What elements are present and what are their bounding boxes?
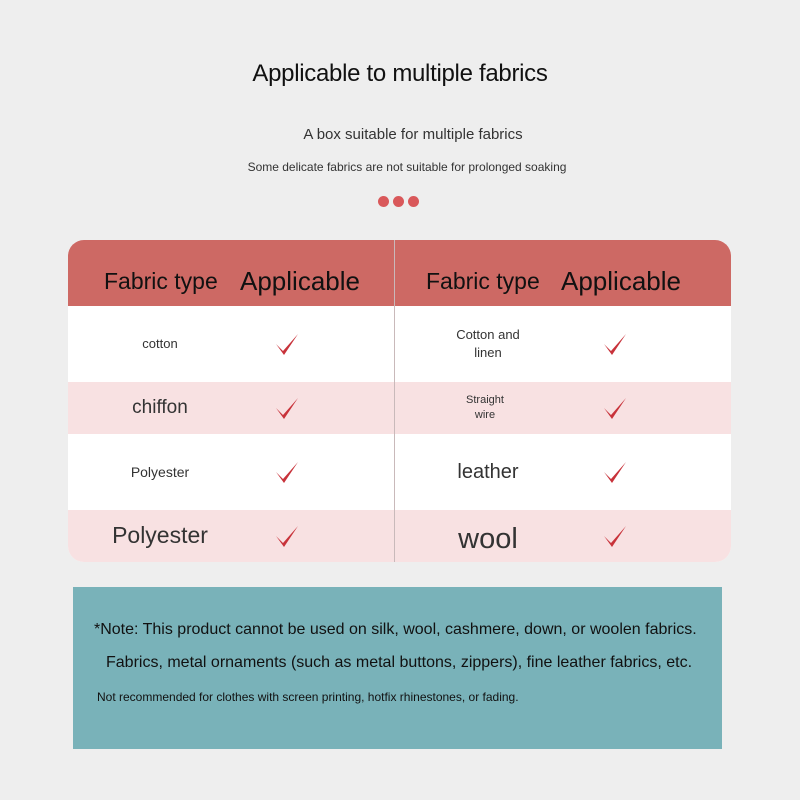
checkmark-icon <box>272 329 302 359</box>
fabric-name-left: chiffon <box>132 397 188 419</box>
fabric-table <box>68 240 731 562</box>
table-row <box>68 510 731 562</box>
checkmark-icon <box>600 393 630 423</box>
fabric-name-left: Polyester <box>112 522 208 549</box>
column-header-applicable-right: Applicable <box>561 266 681 296</box>
dot-icon <box>393 196 404 207</box>
table-row <box>68 306 731 382</box>
table-row <box>68 382 731 434</box>
checkmark-icon <box>600 329 630 359</box>
fabric-name-right: leather <box>457 460 519 483</box>
fabric-name-right <box>438 382 532 434</box>
dot-icon <box>378 196 389 207</box>
fabric-name-right: wool <box>458 523 518 556</box>
soaking-warning: Some delicate fabrics are not suitable for prolonged soaking <box>247 160 567 174</box>
notice-line-2: Fabrics, metal ornaments (such as metal buttons, zippers), fine leather fabrics, etc. <box>106 654 693 671</box>
notice-box <box>73 587 722 749</box>
table-header <box>68 240 731 306</box>
checkmark-icon <box>600 521 630 551</box>
checkmark-icon <box>272 521 302 551</box>
column-divider <box>394 240 395 562</box>
fabric-name-right-line2: wire <box>474 409 496 421</box>
fabric-name-right-line2: linen <box>474 345 502 360</box>
page-subtitle: A box suitable for multiple fabrics <box>303 126 523 143</box>
checkmark-icon <box>600 457 630 487</box>
table-row <box>68 434 731 510</box>
column-header-fabric-type-left: Fabric type <box>104 268 218 294</box>
fabric-name-left: cotton <box>142 336 178 352</box>
fabric-name-right-line1: Cotton and <box>456 327 520 343</box>
decorative-dots <box>378 196 424 208</box>
column-header-fabric-type-right: Fabric type <box>426 268 540 294</box>
checkmark-icon <box>272 393 302 423</box>
fabric-name-right-line1: Straight <box>466 394 504 407</box>
dot-icon <box>408 196 419 207</box>
column-header-applicable-left: Applicable <box>240 266 360 296</box>
page-title: Applicable to multiple fabrics <box>252 60 548 87</box>
notice-line-1: *Note: This product cannot be used on silk, wool, cashmere, down, or woolen fabrics. <box>94 621 697 638</box>
notice-line-3: Not recommended for clothes with screen printing, hotfix rhinestones, or fading. <box>97 690 519 704</box>
fabric-name-left: Polyester <box>130 463 190 480</box>
checkmark-icon <box>272 457 302 487</box>
fabric-name-right <box>438 306 538 382</box>
